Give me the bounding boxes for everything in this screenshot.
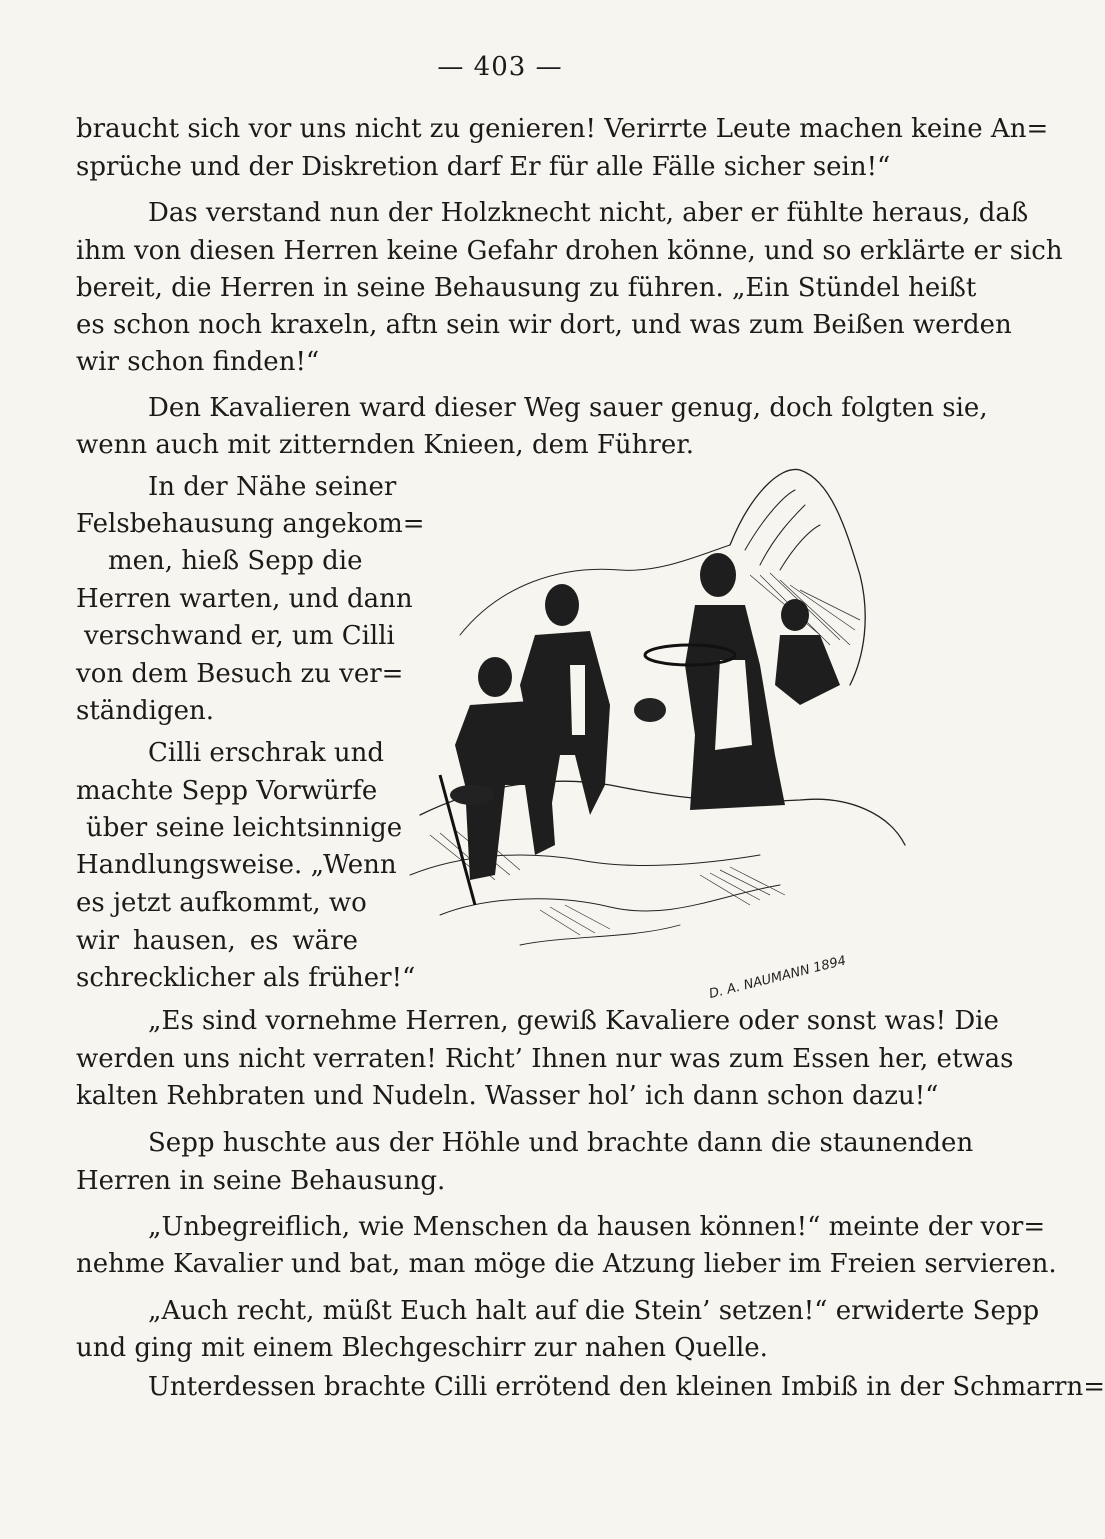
text-line: Handlungsweise. „Wenn [76,850,397,880]
text-line: Herren warten, und dann [76,584,413,614]
engraving-drawing [400,455,910,980]
page-number: — 403 — [437,52,563,82]
text-line: Felsbehausung angekom= [76,509,425,539]
text-line: Das verstand nun der Holzknecht nicht, aber er fühlte heraus, daß [148,198,1029,228]
engraving-illustration [400,455,910,1003]
hat [450,785,494,805]
text-line: schrecklicher als früher!“ [76,963,416,993]
text-line: wir hausen, es wäre [76,926,358,956]
text-line: „Es sind vornehme Herren, gewiß Kavaliere oder sonst was! Die [148,1006,999,1036]
text-line: über seine leichtsinnige [86,813,403,843]
text-line: wenn auch mit zitternden Knieen, dem Führer. [76,430,695,460]
text-line: Den Kavalieren ward dieser Weg sauer genug, doch folgten sie, [148,393,988,423]
text-line: Herren in seine Behausung. [76,1166,446,1196]
text-line: nehme Kavalier und bat, man möge die Atzung lieber im Freien servieren. [76,1249,1057,1279]
text-line: ständigen. [76,696,215,726]
artist-signature: D. A. NAUMANN 1894 [707,953,848,1003]
text-line: machte Sepp Vorwürfe [76,776,378,806]
text-line: „Auch recht, müßt Euch halt auf die Stein’ setzen!“ erwiderte Sepp [148,1296,1040,1326]
text-line: men, hieß Sepp die [108,546,363,576]
text-line: wir schon finden!“ [76,347,320,377]
text-line: Cilli erschrak und [148,738,384,768]
text-line: und ging mit einem Blechgeschirr zur nahen Quelle. [76,1333,768,1363]
text-line: braucht sich vor uns nicht zu genieren! Verirrte Leute machen keine An= [76,114,1049,144]
text-line: „Unbegreiflich, wie Menschen da hausen können!“ meinte der vor= [148,1212,1046,1242]
text-line: ihm von diesen Herren keine Gefahr drohen könne, und so erklärte er sich [76,236,1063,266]
text-line: Unterdessen brachte Cilli errötend den kleinen Imbiß in der Schmarrn= [148,1372,1105,1402]
text-line: es schon noch kraxeln, aftn sein wir dort, und was zum Beißen werden [76,310,1012,340]
text-line: kalten Rehbraten und Nudeln. Wasser hol’ ich dann schon dazu!“ [76,1081,939,1111]
text-line: von dem Besuch zu ver= [76,659,404,689]
text-line: verschwand er, um Cilli [84,621,395,651]
text-line: sprüche und der Diskretion darf Er für alle Fälle sicher sein!“ [76,152,891,182]
text-line: bereit, die Herren in seine Behausung zu führen. „Ein Stündel heißt [76,273,977,303]
text-line: Sepp huschte aus der Höhle und brachte dann die staunenden [148,1128,974,1158]
text-line: In der Nähe seiner [148,472,397,502]
text-line: es jetzt aufkommt, wo [76,888,367,918]
text-line: werden uns nicht verraten! Richt’ Ihnen nur was zum Essen her, etwas [76,1044,1014,1074]
